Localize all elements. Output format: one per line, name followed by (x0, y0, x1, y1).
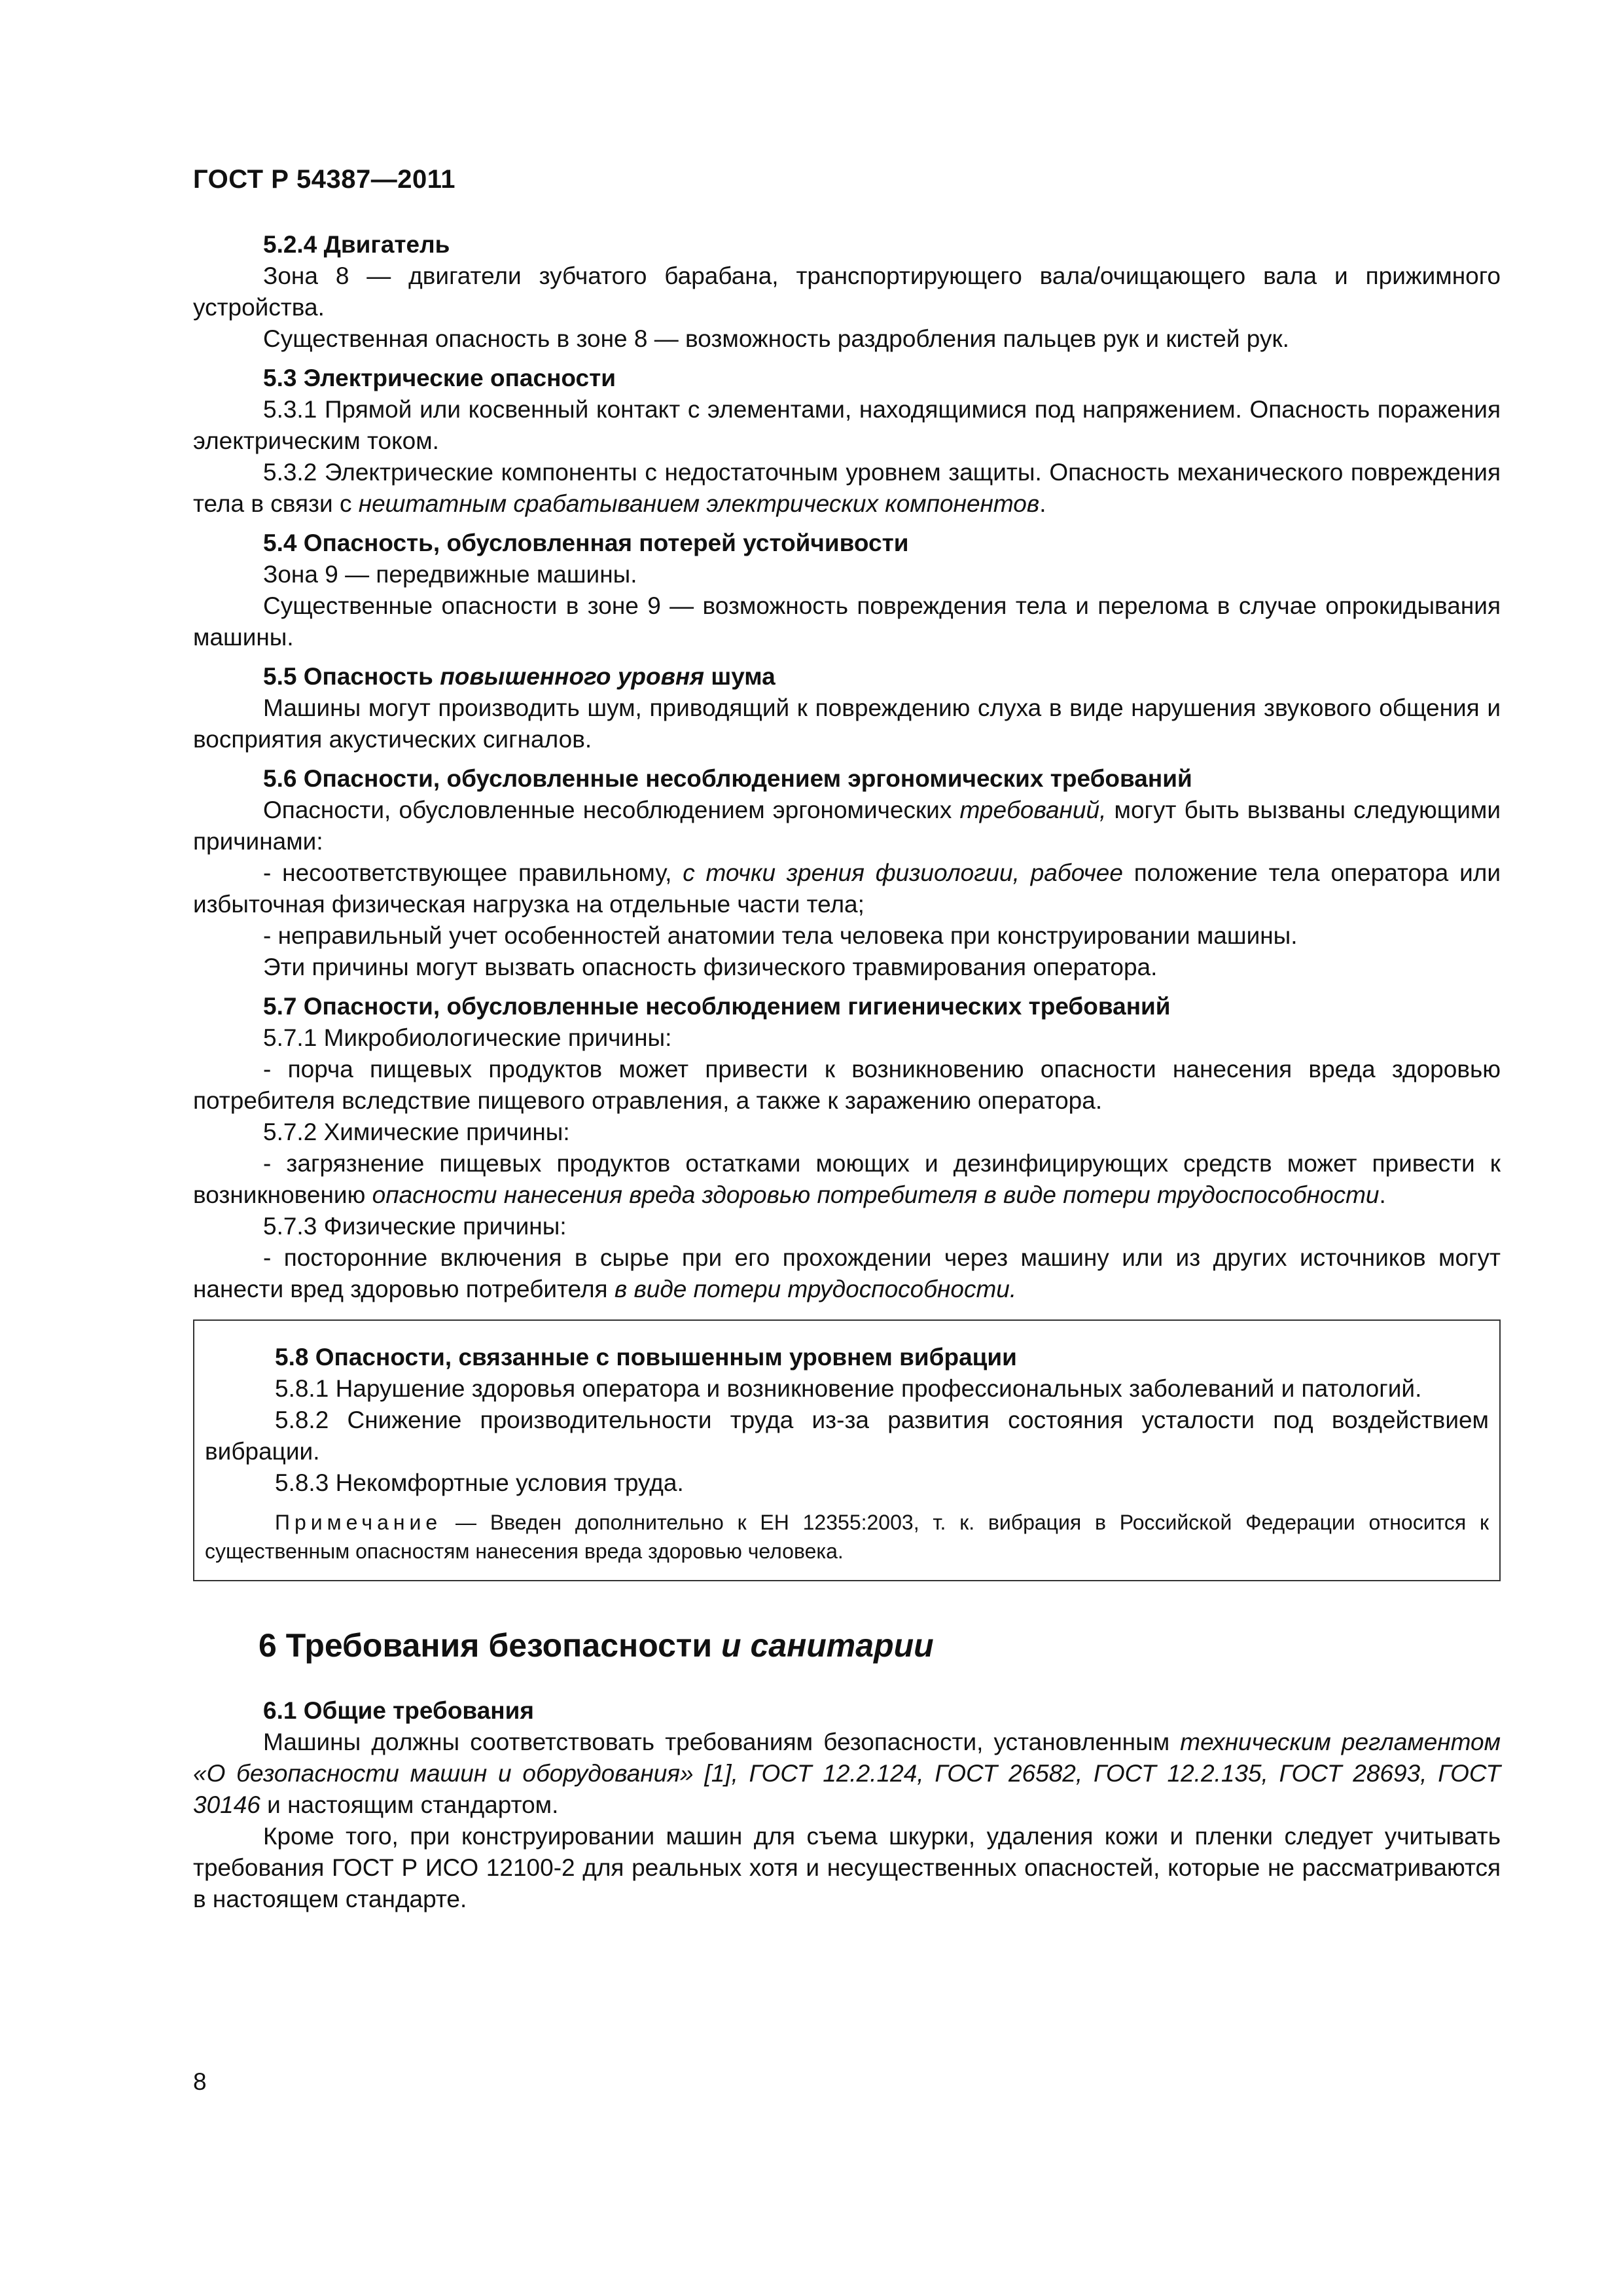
text-run: 5.3.2 Электрические компоненты с недостаточным уровнем защиты. Опасность механического повреждения тела в связи с (193, 459, 1501, 517)
heading-5-2-4: 5.2.4 Двигатель (263, 231, 450, 258)
list-item-5-7-1: - порча пищевых продуктов может привести к возникновению опасности нанесения вреда здоровью потребителя вследствие пищевого отравления, а также к заражению оператора. (193, 1056, 1501, 1114)
list-item-5-7-3 (193, 1242, 1501, 1305)
italic-run: с точки зрения физиологии, рабочее (683, 859, 1123, 886)
italic-run: и санитарии (721, 1627, 934, 1664)
paragraph-5-6-intro (193, 795, 1501, 857)
paragraph-5-8-3: 5.8.3 Некомфортные условия труда. (275, 1469, 684, 1496)
paragraph-5-3-1: 5.3.1 Прямой или косвенный контакт с элементами, находящимися под напряжением. Опасность поражения электрическим током. (193, 396, 1501, 454)
heading-5-7: 5.7 Опасности, обусловленные несоблюдением гигиенических требований (263, 993, 1171, 1020)
heading-5-5 (193, 661, 1501, 692)
text-run: - посторонние включения в сырье при его прохождении через машину или из других источников могут нанести вред здоровью потребителя (193, 1244, 1501, 1302)
paragraph-5-8-2: 5.8.2 Снижение производительности труда из-за развития состояния усталости под воздействием вибрации. (205, 1407, 1489, 1465)
paragraph-6-1-additional: Кроме того, при конструировании машин для съема шкурки, удаления кожи и пленки следует учитывать требования ГОСТ Р ИСО 12100-2 для реальных хотя и несущественных опасностей, которые не рассматриваются в настоящем стандарте. (193, 1823, 1501, 1912)
paragraph-5-4-hazard: Существенные опасности в зоне 9 — возможность повреждения тела и перелома в случае опрокидывания машины. (193, 592, 1501, 651)
paragraph-5-7-2: 5.7.2 Химические причины: (263, 1119, 570, 1145)
heading-5-3: 5.3 Электрические опасности (263, 365, 616, 391)
paragraph-5-2-4-hazard: Существенная опасность в зоне 8 — возможность раздробления пальцев рук и кистей рук. (263, 325, 1289, 352)
heading-6-1: 6.1 Общие требования (263, 1697, 534, 1724)
heading-section-6 (193, 1626, 1501, 1665)
text-run: . (1379, 1181, 1386, 1208)
italic-run: повышенного уровня (440, 663, 705, 690)
paragraph-5-7-3: 5.7.3 Физические причины: (263, 1213, 567, 1240)
document-body (193, 229, 1501, 1915)
paragraph-5-5: Машины могут производить шум, приводящий к повреждению слуха в виде нарушения звукового общения и восприятия акустических сигналов. (193, 694, 1501, 753)
text-run: 6 Требования безопасности (259, 1627, 722, 1664)
list-item-5-6-1 (193, 857, 1501, 920)
text-run: - несоответствующее правильному, (263, 859, 683, 886)
list-item-5-6-2: - неправильный учет особенностей анатомии тела человека при конструировании машины. (263, 922, 1298, 949)
heading-5-6: 5.6 Опасности, обусловленные несоблюдением эргономических требований (263, 765, 1192, 792)
paragraph-5-2-4-zone: Зона 8 — двигатели зубчатого барабана, транспортирующего вала/очищающего вала и прижимного устройства. (193, 262, 1501, 321)
paragraph-5-8-1: 5.8.1 Нарушение здоровья оператора и возникновение профессиональных заболеваний и патологий. (275, 1375, 1422, 1402)
italic-run: в виде потери трудоспособности. (614, 1276, 1017, 1302)
document-code: ГОСТ Р 54387—2011 (193, 165, 455, 194)
paragraph-5-6-conclusion: Эти причины могут вызвать опасность физического травмирования оператора. (263, 954, 1158, 980)
note-5-8 (205, 1508, 1489, 1566)
note-label: Примечание (275, 1511, 442, 1534)
paragraph-5-4-zone: Зона 9 — передвижные машины. (263, 561, 637, 588)
paragraph-5-7-1: 5.7.1 Микробиологические причины: (263, 1024, 672, 1051)
note-text: — Введен дополнительно к ЕН 12355:2003, т. к. вибрация в Российской Федерации относится к существенным опасностям нанесения вреда здоровью человека. (205, 1511, 1489, 1563)
heading-5-8: 5.8 Опасности, связанные с повышенным уровнем вибрации (275, 1344, 1017, 1371)
page-number: 8 (193, 2068, 207, 2095)
italic-run: требований, (959, 797, 1107, 823)
text-run: шума (704, 663, 776, 690)
section-5-8-box (193, 1319, 1501, 1581)
text-run: Опасности, обусловленные несоблюдением эргономических (263, 797, 960, 823)
text-run: могут быть вызваны следующими причинами: (193, 797, 1501, 855)
italic-run: техническим регламентом «О безопасности машин и оборудования» [1], ГОСТ 12.2.124, ГОСТ 26582, ГОСТ 12.2.135, ГОСТ 28693, ГОСТ 30146 (193, 1729, 1501, 1818)
heading-5-4: 5.4 Опасность, обусловленная потерей устойчивости (263, 529, 909, 556)
text-run: и настоящим стандартом. (260, 1791, 559, 1818)
paragraph-5-3-2 (193, 457, 1501, 520)
list-item-5-7-2 (193, 1148, 1501, 1211)
text-run: 5.5 Опасность (263, 663, 440, 690)
text-run: . (1039, 490, 1046, 517)
italic-run: нештатным срабатыванием электрических компонентов (358, 490, 1040, 517)
paragraph-6-1-requirements (193, 1727, 1501, 1821)
italic-run: опасности нанесения вреда здоровью потребителя в виде потери трудоспособности (372, 1181, 1380, 1208)
text-run: положение тела оператора или избыточная физическая нагрузка на отдельные части тела; (193, 859, 1501, 918)
text-run: Машины должны соответствовать требованиям безопасности, установленным (263, 1729, 1181, 1755)
text-run: - загрязнение пищевых продуктов остатками моющих и дезинфицирующих средств может привести к возникновению (193, 1150, 1501, 1208)
